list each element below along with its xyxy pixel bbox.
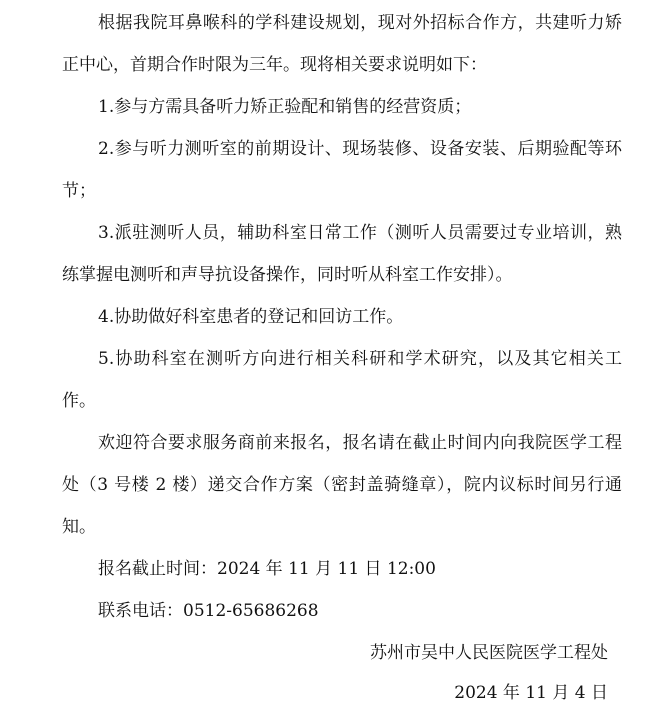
requirement-4: 4.协助做好科室患者的登记和回访工作。 <box>98 307 404 327</box>
signature-organization: 苏州市吴中人民医院医学工程处 <box>370 643 608 663</box>
requirement-2: 2.参与听力测听室的前期设计、现场装修、设备安装、后期验配等环节； <box>62 139 622 201</box>
deadline-line: 报名截止时间：2024 年 11 月 11 日 12:00 <box>98 559 436 579</box>
requirement-3: 3.派驻测听人员，辅助科室日常工作（测听人员需要过专业培训，熟练掌握电测听和声导抗设备操作，同时听从科室工作安排）。 <box>62 223 622 285</box>
requirement-5: 5.协助科室在测听方向进行相关科研和学术研究，以及其它相关工作。 <box>62 349 622 411</box>
signature-date: 2024 年 11 月 4 日 <box>454 683 608 703</box>
intro-paragraph: 根据我院耳鼻喉科的学科建设规划，现对外招标合作方，共建听力矫正中心，首期合作时限为三年。现将相关要求说明如下： <box>62 13 622 75</box>
requirement-1: 1.参与方需具备听力矫正验配和销售的经营资质； <box>98 97 472 117</box>
welcome-paragraph: 欢迎符合要求服务商前来报名，报名请在截止时间内向我院医学工程处（3 号楼 2 楼）递交合作方案（密封盖骑缝章），院内议标时间另行通知。 <box>62 433 622 537</box>
contact-line: 联系电话：0512-65686268 <box>98 601 319 621</box>
